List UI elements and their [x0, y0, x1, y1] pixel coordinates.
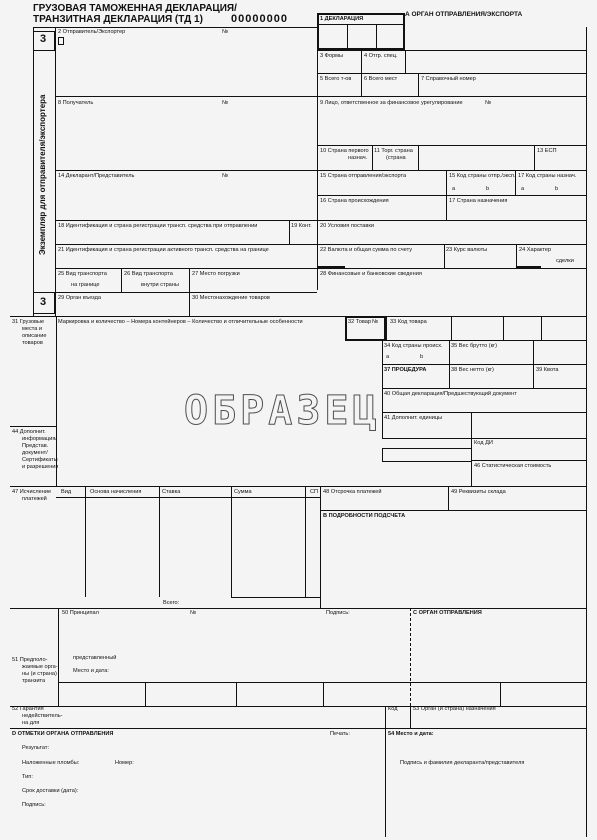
f15a-b: b — [486, 186, 490, 192]
row-line — [55, 292, 317, 293]
row-line — [376, 24, 377, 50]
f10-label-b: назнач. — [348, 155, 368, 161]
f32-label-b: № — [372, 319, 379, 325]
mesto-data-label: Место и дата: — [73, 668, 109, 674]
row-line — [448, 486, 449, 510]
document-number: 00000000 — [231, 13, 288, 25]
tip-label: Тип: — [22, 774, 33, 780]
f11-label-b: (страна — [386, 155, 406, 161]
f41-label: 41 Дополнит. единицы — [384, 415, 443, 421]
f17a-a: a — [521, 186, 525, 192]
row-line — [55, 268, 586, 269]
f51-label-c: ны (и страна) — [22, 671, 57, 677]
f50-podpis: Подпись: — [326, 610, 350, 616]
f44-label-f: и разрешения — [22, 464, 59, 470]
row-line — [385, 706, 386, 728]
row-line — [500, 682, 501, 706]
f8-number: № — [222, 100, 229, 106]
f6-label: 6 Всего мест — [364, 76, 398, 82]
f52-label-a: 52 Гарантия — [12, 706, 44, 712]
f19-label: 19 Конт. — [291, 223, 312, 229]
row-line — [317, 145, 586, 146]
kod-label: Код — [388, 706, 398, 712]
nomer-label: Номер: — [115, 760, 134, 766]
f17a-b: b — [555, 186, 559, 192]
col-vid: Вид — [61, 489, 72, 495]
row-line — [451, 316, 452, 340]
f25-label-a: 25 Вид транспорта — [58, 271, 107, 277]
f5-label: 5 Всего т-ов — [320, 76, 352, 82]
col-osnova: Основа начисления — [90, 489, 142, 495]
row-line — [382, 340, 383, 438]
podpis2-label: Подпись: — [22, 802, 46, 808]
row-line — [58, 682, 586, 683]
row-line — [10, 728, 586, 729]
row-line — [405, 50, 406, 73]
f21-label: 21 Идентификация и страна регистрации активного трансп. средства на границе — [58, 247, 269, 253]
copy-number-bottom: 3 — [40, 296, 47, 308]
row-line — [317, 50, 586, 51]
row-line — [410, 706, 411, 728]
row-line — [386, 316, 387, 340]
row-line — [236, 682, 237, 706]
f23-label: 23 Курс валюты — [446, 247, 488, 253]
f44-label-e: Сертификаты — [22, 457, 58, 463]
f53-label: 53 Орган (и страна) назначения — [413, 706, 496, 712]
f26-label-a: 26 Вид транспорта — [124, 271, 173, 277]
result-label: Результат: — [22, 745, 49, 751]
f8-label: 8 Получатель — [58, 100, 94, 106]
f47-label-b: платежей — [22, 496, 47, 502]
f47-label-a: 47 Исчисление — [12, 489, 52, 495]
row-line — [516, 244, 517, 268]
row-line — [145, 682, 146, 706]
row-line — [10, 426, 56, 427]
row-line — [289, 220, 290, 244]
srok-label: Срок доставки (дата): — [22, 788, 79, 794]
row-line — [55, 170, 586, 171]
f25-label-b: на границе — [71, 282, 100, 288]
f2-label: 2 Отправитель/Экспортер — [58, 29, 126, 35]
f51-label-d: транзита — [22, 678, 46, 684]
specimen-stamp: ОБРАЗЕЦ — [184, 388, 381, 434]
f24-label-a: 24 Характер — [519, 247, 552, 253]
f32-label-a: 32 Товар — [348, 319, 371, 325]
f38-label: 38 Вес нетто (кг) — [451, 367, 494, 373]
f30-label: 30 Местонахождение товаров — [192, 295, 270, 301]
fc-label: С ОРГАН ОТПРАВЛЕНИЯ — [413, 610, 482, 616]
predst-label: представленный — [73, 655, 117, 661]
f18-label: 18 Идентификация и страна регистрации трансп. средства при отправлении — [58, 223, 258, 229]
kod-di-label: Код ДИ — [474, 440, 493, 446]
f9-label: 9 Лицо, ответственное за финансовое урегулирование — [320, 100, 463, 106]
row-line — [10, 486, 586, 487]
f52-label-b: недействитель- — [22, 713, 63, 719]
f35-label: 35 Вес брутто (кг) — [451, 343, 497, 349]
row-line — [10, 608, 586, 609]
f26-label-b: внутри страны — [141, 282, 179, 288]
f51-label-b: жаемые орга- — [22, 664, 58, 670]
f7-label: 7 Справочный номер — [421, 76, 476, 82]
row-line — [58, 608, 59, 706]
f48-label: 48 Отсрочка платежей — [323, 489, 382, 495]
seals-label: Наложенные пломбы: — [22, 760, 80, 766]
f9-number: № — [485, 100, 492, 106]
row-line — [385, 728, 386, 837]
row-line — [10, 316, 586, 317]
f17a-label: 17 Код страны назнач. — [518, 173, 577, 179]
f50-number: № — [190, 610, 197, 616]
f16-label: 16 Страна происхождения — [320, 198, 389, 204]
col-summa: Сумма — [234, 489, 252, 495]
origin-block-label: А ОРГАН ОТПРАВЛЕНИЯ/ЭКСПОРТА — [405, 11, 523, 18]
f39-label: 39 Квота — [536, 367, 559, 373]
row-line — [323, 682, 324, 706]
f27-label: 27 Место погрузки — [192, 271, 240, 277]
title-line-1: ГРУЗОВАЯ ТАМОЖЕННАЯ ДЕКЛАРАЦИЯ/ — [33, 3, 237, 14]
row-line — [320, 510, 586, 511]
f14-number: № — [222, 173, 229, 179]
f28-label: 28 Финансовые и банковские сведения — [320, 271, 422, 277]
row-line — [55, 96, 586, 97]
col-stavka: Ставка — [162, 489, 181, 495]
col-sp: СП — [310, 489, 319, 495]
f15-label: 15 Страна отправления/экспорта — [320, 173, 407, 179]
f31-label-c: описание — [22, 333, 47, 339]
f40-label: 40 Общая декларация/Предшествующий документ — [384, 391, 517, 397]
row-line — [418, 145, 419, 170]
row-line — [382, 364, 586, 365]
f44-label-a: 44 Дополнит. — [12, 429, 46, 435]
row-line — [541, 316, 542, 340]
f1-label: 1 ДЕКЛАРАЦИЯ — [320, 16, 364, 22]
f13-label: 13 ЕСП — [537, 148, 557, 154]
row-line — [317, 73, 586, 74]
row-line — [317, 24, 405, 25]
row-line — [33, 27, 317, 28]
row-line — [515, 170, 516, 195]
row-line — [372, 145, 373, 170]
f52-label-c: на для — [22, 720, 40, 726]
f34-a: a — [386, 354, 390, 360]
fd-label: D ОТМЕТКИ ОРГАНА ОТПРАВЛЕНИЯ — [12, 731, 114, 737]
kod-di-box — [382, 448, 472, 462]
row-line — [382, 340, 586, 341]
row-line — [503, 316, 504, 340]
f34-label: 34 Код страны происх. — [384, 343, 443, 349]
frame-right — [586, 27, 587, 837]
f44-label-d: документ/ — [22, 450, 48, 456]
f54-label: 54 Место и дата: — [388, 731, 434, 737]
f31-label-d: товаров — [22, 340, 43, 346]
row-line — [231, 597, 320, 598]
f44-label-b: информация/ — [22, 436, 57, 442]
f50-label: 50 Принципал — [62, 610, 99, 616]
row-line — [534, 145, 535, 170]
middle-divider — [317, 13, 318, 290]
f49-label: 49 Реквизиты склада — [451, 489, 506, 495]
row-line — [320, 486, 321, 608]
row-line — [444, 244, 445, 268]
f15a-label: 15 Код страны отпр./эксп. — [449, 173, 516, 179]
f14-label: 14 Декларант/Представитель — [58, 173, 135, 179]
row-line — [418, 73, 419, 96]
f37-label: 37 ПРОЦЕДУРА — [384, 367, 427, 373]
f11-label-a: 11 Торг. страна — [374, 148, 413, 154]
f20-label: 20 Условия поставки — [320, 223, 374, 229]
row-line — [10, 706, 586, 707]
row-line — [382, 412, 586, 413]
row-line — [231, 486, 232, 597]
row-line — [471, 412, 472, 438]
row-line — [121, 268, 122, 292]
f51-label-a: 51 Предполо- — [12, 657, 48, 663]
f31-label-b: места и — [22, 326, 43, 332]
f15a-a: a — [452, 186, 456, 192]
row-line — [347, 24, 348, 50]
f31-label-a: 31 Грузовые — [12, 319, 45, 325]
declarant-sign-label: Подпись и фамилия декларанта/представителя — [400, 760, 525, 766]
f29-label: 29 Орган въезда — [58, 295, 101, 301]
f4-label: 4 Отгр. спец. — [364, 53, 398, 59]
f31-text: Маркировка и количество – Номера контейнеров – Количество и отличительные особенности — [58, 319, 303, 325]
row-line — [471, 460, 586, 461]
pechat-label: Печать: — [330, 731, 350, 737]
copy-number-top: 3 — [40, 33, 47, 45]
f44-label-c: Представ. — [22, 443, 49, 449]
row-line — [56, 497, 320, 498]
f2-number: № — [222, 29, 229, 35]
vsego-label: Всего: — [163, 600, 180, 606]
f3-label: 3 Формы — [320, 53, 344, 59]
row-line — [305, 486, 306, 597]
row-line — [382, 438, 586, 439]
f17-label: 17 Страна назначения — [449, 198, 508, 204]
copy-label: Экземпляр для отправителя/экспортера — [38, 94, 47, 255]
row-line — [85, 486, 86, 597]
f34-b: b — [420, 354, 424, 360]
f46-label: 46 Статистическая стоимость — [474, 463, 552, 469]
row-line — [382, 388, 586, 389]
frame-copy-strip — [55, 27, 56, 317]
frame-left — [33, 27, 34, 317]
form-title — [33, 3, 237, 25]
f24-label-b: сделки — [556, 258, 574, 264]
fb-label: В ПОДРОБНОСТИ ПОДСЧЕТА — [323, 513, 406, 519]
row-line — [471, 438, 472, 486]
f10-label-a: 10 Страна первого — [320, 148, 369, 154]
f33-label: 33 Код товара — [390, 319, 427, 325]
row-line — [55, 244, 586, 245]
row-line — [55, 220, 586, 221]
title-line-2: ТРАНЗИТНАЯ ДЕКЛАРАЦИЯ (ТД 1) — [33, 14, 203, 25]
f22-label: 22 Валюта и общая сумма по счету — [320, 247, 412, 253]
row-line — [159, 486, 160, 597]
row-line — [410, 608, 411, 706]
row-line — [317, 195, 586, 196]
f2-checkbox — [58, 37, 64, 45]
